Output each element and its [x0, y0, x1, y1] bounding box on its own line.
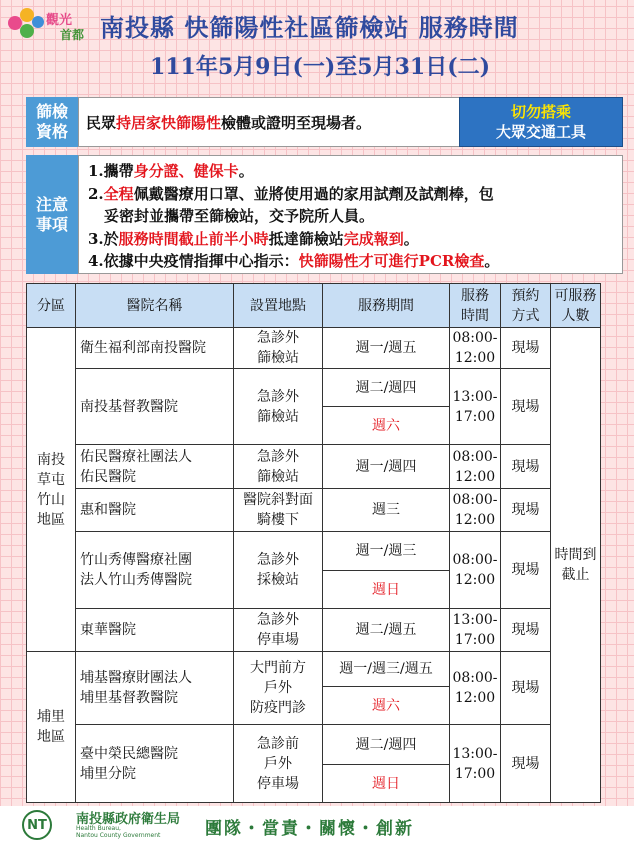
header-capacity [551, 284, 601, 328]
location-line: 大門前方 [250, 660, 306, 676]
service-time [450, 532, 501, 609]
location-line: 急診外 [257, 330, 299, 346]
table-header-row [27, 284, 601, 328]
time-start: 08:00- [452, 448, 498, 465]
district-puli [27, 652, 76, 803]
service-time [450, 369, 501, 445]
note-2-continued: 妥密封並攜帶至篩檢站，交予院所人員。 [104, 207, 375, 225]
note-3-highlight-checkin: 完成報到 [343, 230, 404, 248]
site-location [234, 489, 323, 532]
hospital-name: 衛生福利部南投醫院 [76, 328, 234, 369]
footer-slogan: 團隊・當責・關懷・創新 [205, 819, 414, 839]
eligibility-label-line2: 資格 [35, 122, 68, 141]
district2-line: 地區 [37, 729, 65, 745]
time-start: 08:00- [452, 552, 498, 568]
appointment-method: 現場 [501, 609, 551, 652]
note-3-prefix: 3.於 [88, 230, 119, 248]
time-start: 13:00- [452, 612, 498, 628]
district1-line: 南投 [37, 451, 65, 468]
time-start: 13:00- [452, 388, 498, 405]
transport-line2: 大眾交通工具 [495, 123, 586, 141]
note-1-suffix: 。 [238, 162, 254, 180]
service-days: 週二/週四 [323, 369, 450, 407]
site-location [234, 725, 323, 803]
time-end: 17:00 [454, 408, 496, 425]
hospital-name [76, 652, 234, 725]
service-time [450, 725, 501, 803]
time-end: 12:00 [454, 572, 496, 588]
service-time [450, 609, 501, 652]
table-row [27, 369, 601, 407]
notes-label-line2: 事項 [35, 214, 68, 234]
location-line: 戶外 [264, 680, 292, 696]
time-start: 13:00- [452, 745, 498, 762]
transport-line1: 切勿搭乘 [510, 103, 571, 121]
time-start: 08:00- [452, 492, 498, 508]
hospital-name [76, 532, 234, 609]
appointment-method: 現場 [501, 369, 551, 445]
hospital-name-line: 埔基醫療財團法人 [80, 670, 192, 686]
time-end: 17:00 [454, 632, 496, 648]
hospital-name: 惠和醫院 [76, 489, 234, 532]
service-days: 週一/週三 [323, 532, 450, 571]
header-hospital: 醫院名稱 [76, 284, 234, 328]
note-4 [88, 250, 499, 271]
service-days: 週三 [323, 489, 450, 532]
service-days: 週一/週三/週五 [323, 652, 450, 687]
header-appointment [501, 284, 551, 328]
site-location [234, 532, 323, 609]
appointment-method: 現場 [501, 532, 551, 609]
service-time [450, 489, 501, 532]
hospital-name-line: 臺中榮民總醫院 [80, 745, 178, 762]
service-days-extra: 週六 [323, 407, 450, 445]
note-2-text: 佩戴醫療用口罩、並將使用過的家用試劑及試劑棒，包 [133, 185, 494, 203]
eligibility-text [86, 112, 371, 133]
service-days: 週一/週五 [323, 328, 450, 369]
logo-text-capital: 首都 [60, 28, 85, 42]
site-location [234, 328, 323, 369]
header-district: 分區 [27, 284, 76, 328]
appointment-method: 現場 [501, 489, 551, 532]
header-time-line2: 時間 [461, 307, 489, 324]
header-appt-line1: 預約 [511, 287, 540, 304]
header-time-line1: 服務 [461, 287, 489, 304]
eligibility-text-prefix: 民眾 [86, 114, 117, 132]
note-4-highlight: 快篩陽性才可進行PCR檢查 [298, 252, 485, 270]
service-time [450, 328, 501, 369]
note-1-prefix: 1.攜帶 [88, 162, 134, 180]
header-capacity-line2: 人數 [561, 307, 590, 324]
note-3-middle: 抵達篩檢站 [268, 230, 344, 248]
header-service-time [450, 284, 501, 328]
hospital-name-line: 竹山秀傳醫療社團 [80, 552, 192, 568]
page-subtitle-dates: 111年5月9日(一)至5月31日(二) [149, 54, 491, 80]
district1-line: 草屯 [37, 471, 65, 488]
note-2-prefix: 2. [88, 185, 104, 203]
table-row [27, 609, 601, 652]
note-3-highlight-deadline: 服務時間截止前半小時 [118, 230, 269, 248]
hospital-name: 南投基督教醫院 [76, 369, 234, 445]
location-line: 醫院斜對面 [243, 492, 313, 508]
time-end: 12:00 [454, 690, 496, 706]
logo-text-tourism: 觀光 [46, 13, 73, 28]
health-bureau-emblem-icon: NT [22, 810, 52, 840]
note-2-highlight: 全程 [103, 185, 134, 203]
hospital-name-line: 法人竹山秀傳醫院 [80, 572, 192, 588]
location-line: 篩檢站 [257, 350, 299, 366]
location-line: 防疫門診 [250, 700, 306, 716]
footer-org-name: 南投縣政府衛生局 [76, 812, 181, 827]
footer-org-english-line1: Health Bureau, [76, 825, 121, 832]
location-line: 騎樓下 [257, 512, 299, 528]
hospital-name [76, 445, 234, 489]
location-line: 停車場 [257, 775, 299, 792]
appointment-method: 現場 [501, 328, 551, 369]
eligibility-label-line1: 篩檢 [35, 102, 68, 121]
eligibility-text-suffix: 檢體或證明至現場者。 [221, 114, 372, 132]
time-end: 17:00 [454, 765, 496, 782]
hospital-name-line: 佑民醫院 [80, 468, 136, 485]
location-line: 停車場 [257, 632, 299, 648]
site-location [234, 609, 323, 652]
note-4-suffix: 。 [484, 252, 500, 270]
footer-org-english [76, 825, 160, 839]
table-row [27, 489, 601, 532]
location-line: 急診前 [257, 735, 299, 752]
service-days: 週二/週四 [323, 725, 450, 765]
location-line: 篩檢站 [257, 468, 299, 485]
district2-line: 埔里 [37, 709, 65, 725]
hospital-name [76, 725, 234, 803]
appointment-method: 現場 [501, 445, 551, 489]
note-1 [88, 160, 254, 181]
note-3-suffix: 。 [403, 230, 419, 248]
capacity-line2: 截止 [561, 567, 590, 583]
header-period: 服務期間 [323, 284, 450, 328]
site-location [234, 652, 323, 725]
header-capacity-line1: 可服務 [554, 287, 597, 304]
eligibility-text-highlight: 持居家快篩陽性 [116, 114, 222, 132]
no-public-transport-notice [459, 97, 623, 147]
header-location: 設置地點 [234, 284, 323, 328]
time-end: 12:00 [454, 468, 496, 485]
service-time [450, 652, 501, 725]
table-row [27, 652, 601, 687]
appointment-method: 現場 [501, 652, 551, 725]
service-days-extra: 週日 [323, 571, 450, 609]
note-3 [88, 228, 419, 249]
location-line: 採檢站 [257, 572, 299, 588]
location-line: 戶外 [264, 755, 292, 772]
time-start: 08:00- [452, 330, 498, 346]
district1-line: 地區 [37, 511, 65, 528]
time-end: 12:00 [454, 350, 496, 366]
location-line: 急診外 [257, 612, 299, 628]
notes-label [26, 155, 78, 274]
table-row [27, 532, 601, 571]
tourism-capital-logo [6, 4, 90, 50]
service-days-extra: 週日 [323, 765, 450, 803]
service-days-extra: 週六 [323, 687, 450, 725]
district1-line: 竹山 [37, 491, 65, 508]
table-row [27, 445, 601, 489]
eligibility-label [26, 97, 78, 147]
schedule-table [26, 283, 601, 803]
note-1-highlight: 身分證、健保卡 [133, 162, 239, 180]
service-time [450, 445, 501, 489]
location-line: 急診外 [257, 552, 299, 568]
service-days: 週二/週五 [323, 609, 450, 652]
appointment-method: 現場 [501, 725, 551, 803]
note-4-prefix: 4.依據中央疫情指揮中心指示： [88, 252, 299, 270]
site-location [234, 445, 323, 489]
hospital-name-line: 佑民醫療社團法人 [80, 448, 192, 465]
hospital-name-line: 埔里基督教醫院 [80, 690, 178, 706]
location-line: 篩檢站 [257, 408, 299, 425]
location-line: 急診外 [257, 448, 299, 465]
location-line: 急診外 [257, 388, 299, 405]
capacity-line1: 時間到 [554, 547, 597, 563]
table-row [27, 328, 601, 369]
hospital-name: 東華醫院 [76, 609, 234, 652]
site-location [234, 369, 323, 445]
note-2 [88, 183, 494, 204]
footer-org-english-line2: Nantou County Government [76, 832, 161, 839]
notes-label-line1: 注意 [35, 194, 68, 214]
time-end: 12:00 [454, 512, 496, 528]
table-row [27, 725, 601, 765]
capacity-until-closing [551, 328, 601, 803]
time-start: 08:00- [452, 670, 498, 686]
hospital-name-line: 埔里分院 [80, 765, 136, 782]
page-title: 南投縣 快篩陽性社區篩檢站 服務時間 [100, 13, 519, 42]
header-appt-line2: 方式 [511, 307, 540, 324]
district-nantou-caotun-zhushan [27, 328, 76, 652]
service-days: 週一/週四 [323, 445, 450, 489]
